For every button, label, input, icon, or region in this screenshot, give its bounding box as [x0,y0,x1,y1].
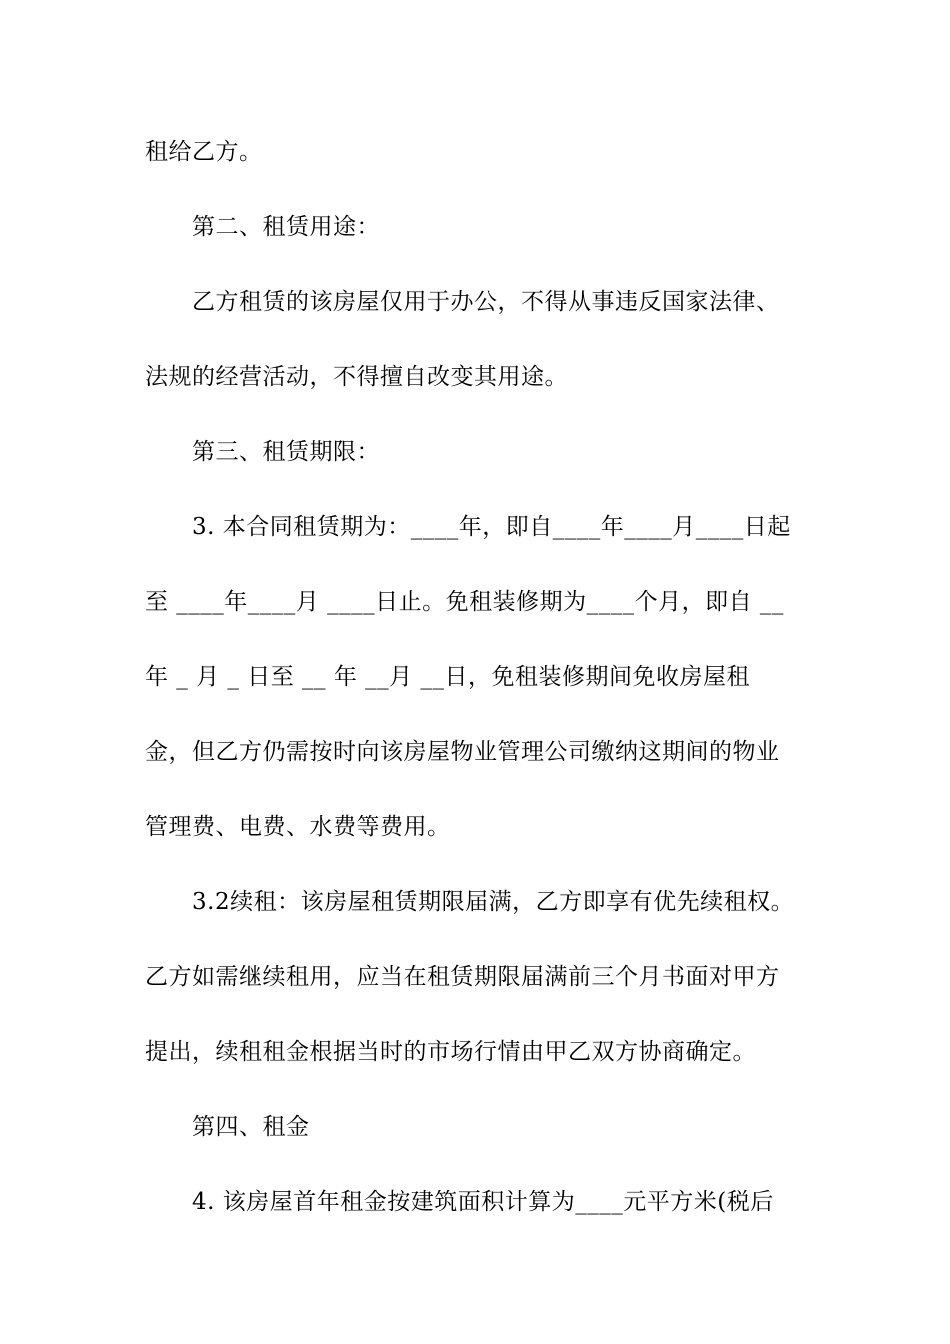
text-line: 提出，续租租金根据当时的市场行情由甲乙双方协商确定。 [145,1039,756,1065]
text-line: 管理费、电费、水费等费用。 [145,814,451,840]
text-line: 租给乙方。 [145,139,263,165]
text-line: 至 ____年____月 ____日止。免租装修期为____个月，即自 __ [145,589,784,615]
section-heading: 第四、租金 [192,1114,310,1140]
section-heading: 第三、租赁期限： [192,439,380,465]
text-line: 法规的经营活动，不得擅自改变其用途。 [145,364,568,390]
section-heading: 第二、租赁用途： [192,214,380,240]
text-line: 年 _ 月 _ 日至 __ 年 __月 __日，免租装修期间免收房屋租 [145,664,750,690]
text-line: 3.2续租：该房屋租赁期限届满，乙方即享有优先续租权。 [192,889,795,915]
text-line: 乙方如需继续租用，应当在租赁期限届满前三个月书面对甲方 [145,964,780,990]
text-line: 金，但乙方仍需按时向该房屋物业管理公司缴纳这期间的物业 [145,739,780,765]
text-line: 3. 本合同租赁期为：____年，即自____年____月____日起 [192,514,791,540]
text-line: 乙方租赁的该房屋仅用于办公，不得从事违反国家法律、 [192,289,780,315]
text-line: 4. 该房屋首年租金按建筑面积计算为____元平方米(税后 [192,1189,774,1215]
